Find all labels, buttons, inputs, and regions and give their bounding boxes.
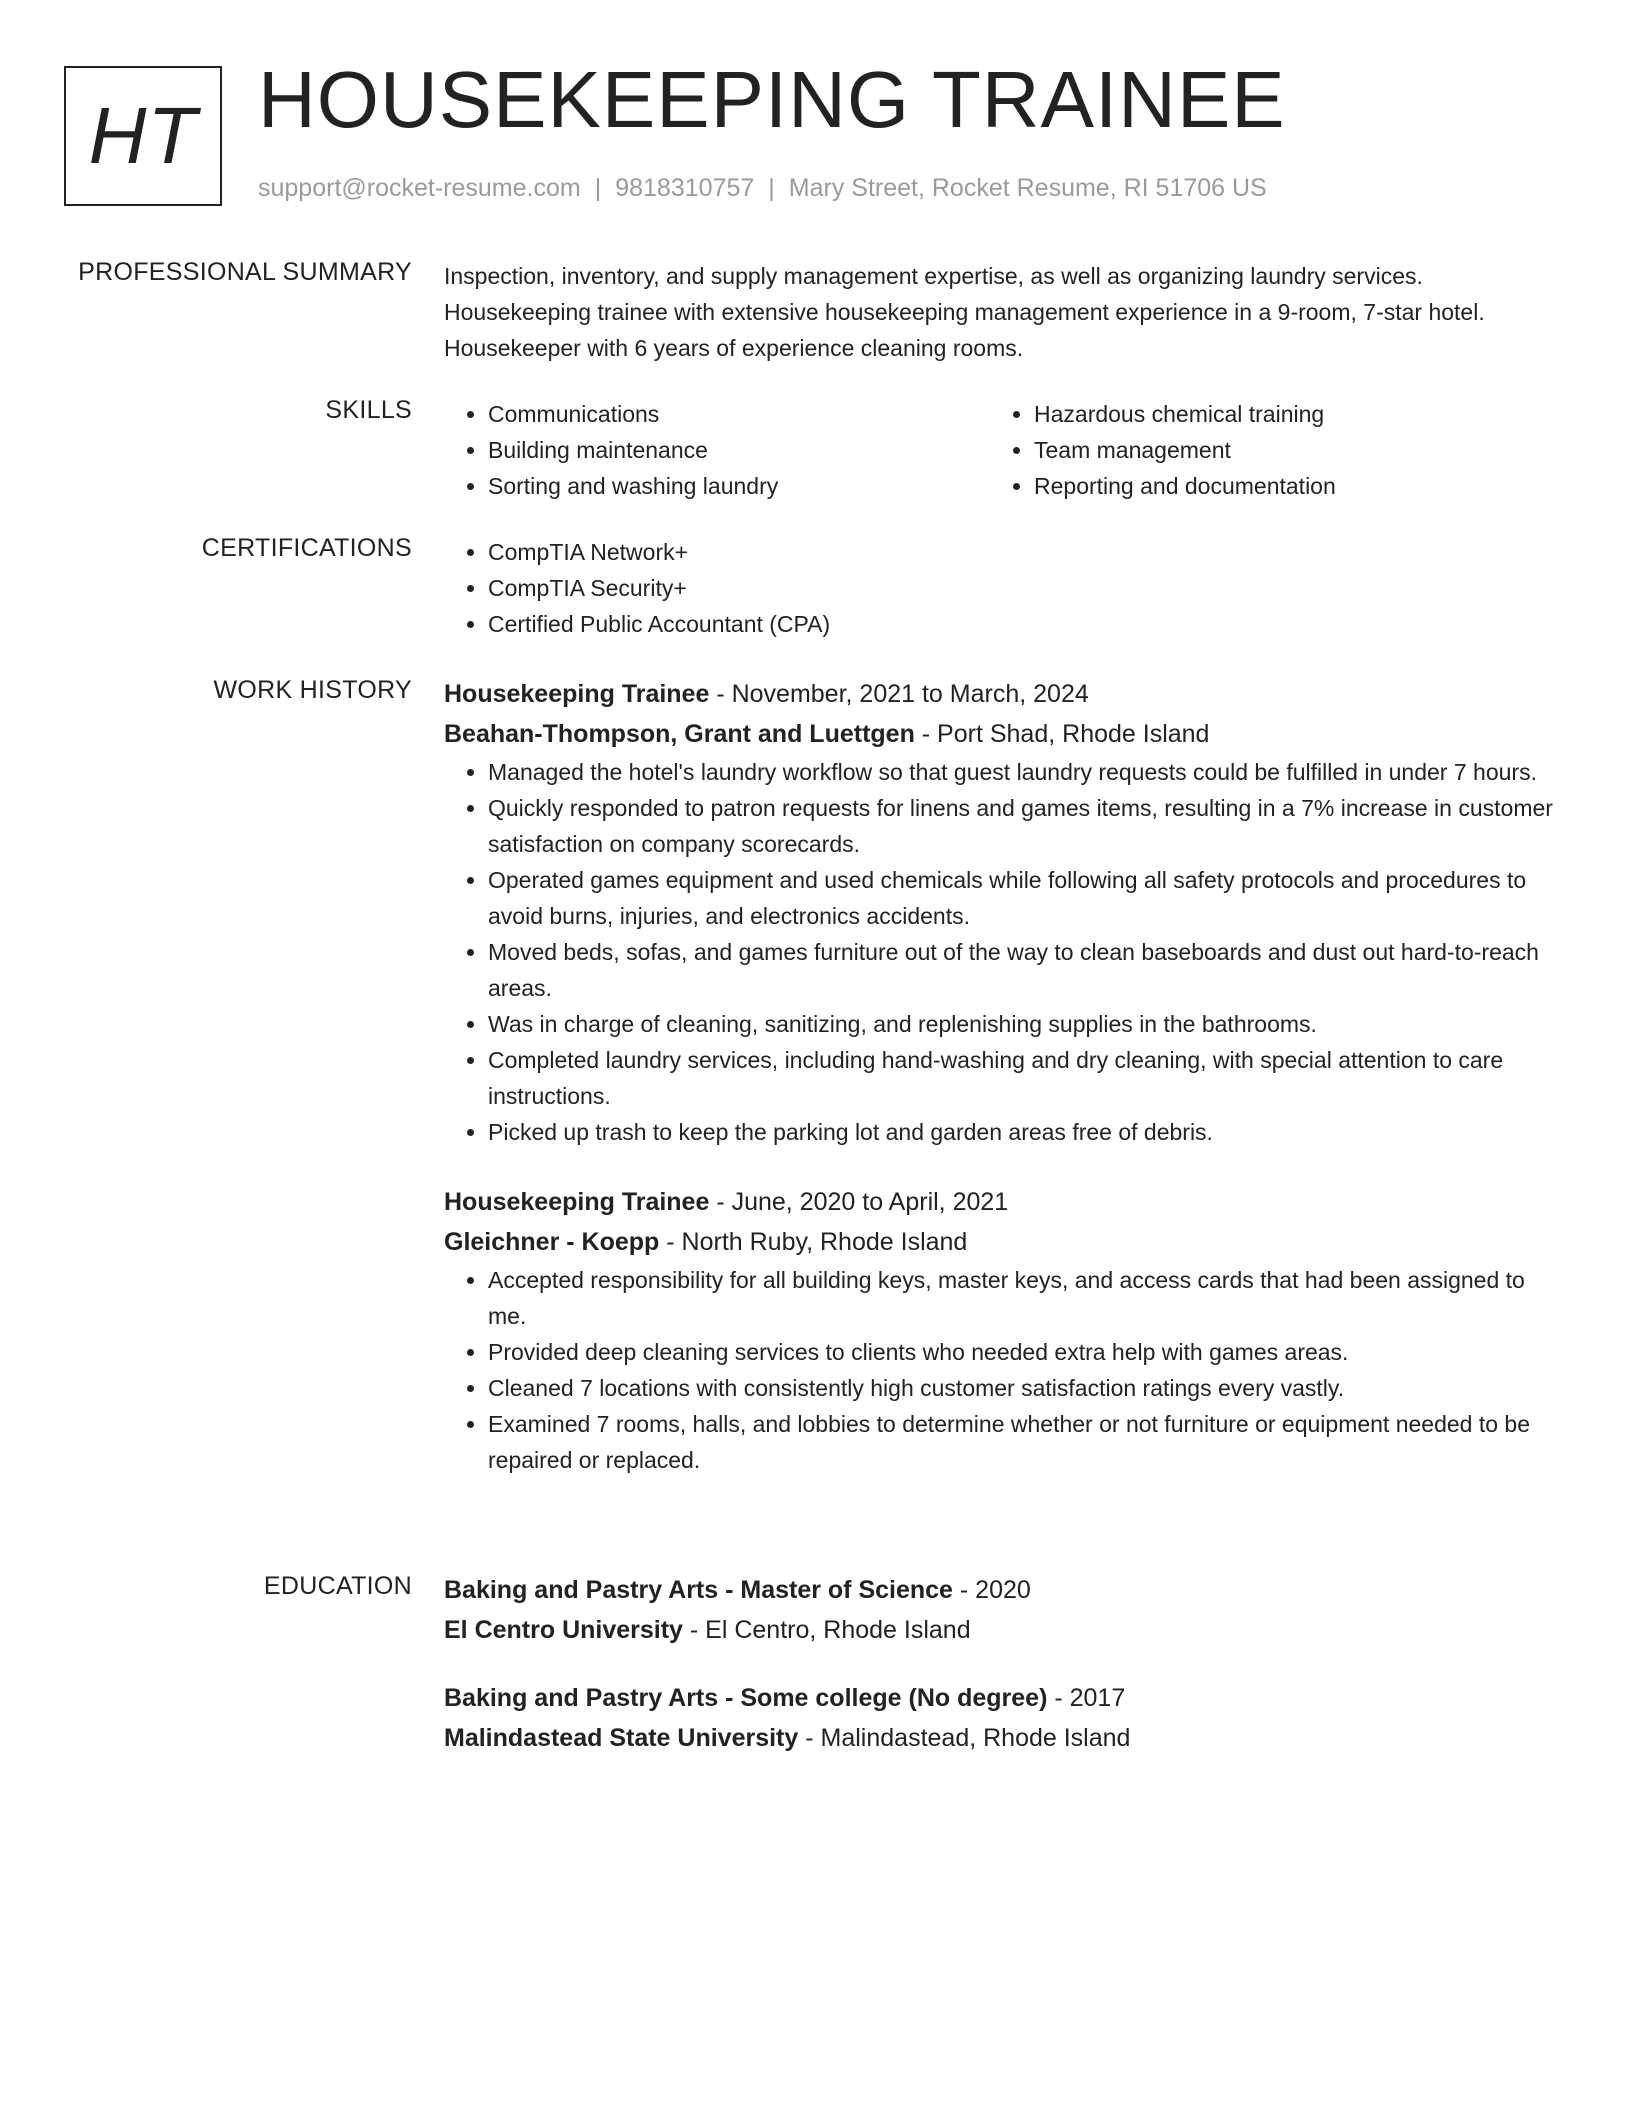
skill-item: • Hazardous chemical training <box>1034 396 1536 432</box>
education-degree-line <box>444 1570 1564 1610</box>
job-bullet: • Managed the hotel's laundry workflow so that guest laundry requests could be fulfilled in under 7 hours. <box>488 754 1564 790</box>
job-bullets <box>444 1262 1564 1478</box>
job-bullet: • Accepted responsibility for all building keys, master keys, and access cards that had been assigned to me. <box>488 1262 1564 1334</box>
monogram-initials: HT <box>88 91 198 180</box>
section-label-skills: SKILLS <box>325 396 412 424</box>
contact-email[interactable]: support@rocket-resume.com <box>258 174 581 202</box>
job-bullet: • Picked up trash to keep the parking lot and garden areas free of debris. <box>488 1114 1564 1150</box>
summary-line: Housekeeper with 6 years of experience cleaning rooms. <box>444 335 1024 361</box>
job-bullet: • Moved beds, sofas, and games furniture out of the way to clean baseboards and dust out hard-to-reach areas. <box>488 934 1564 1006</box>
job-location: - North Ruby, Rhode Island <box>659 1228 968 1256</box>
job-bullet: • Cleaned 7 locations with consistently high customer satisfaction ratings every vastly. <box>488 1370 1564 1406</box>
monogram-box <box>64 66 222 206</box>
summary-line: Housekeeping trainee with extensive housekeeping management experience in a 9-room, 7-star hotel. <box>444 299 1485 325</box>
contact-separator: | <box>768 174 775 202</box>
education-entry <box>444 1678 1564 1758</box>
skills-list-left <box>444 396 990 504</box>
education-school-line <box>444 1610 1564 1650</box>
contact-phone: 9818310757 <box>615 174 755 202</box>
certifications-body <box>444 534 1564 642</box>
job-bullet: • Operated games equipment and used chemicals while following all safety protocols and procedures to avoid burns, injuries, and electronics accidents. <box>488 862 1564 934</box>
job-title: Housekeeping Trainee <box>444 680 710 708</box>
job-company: Beahan-Thompson, Grant and Luettgen <box>444 720 915 748</box>
job-dates: - November, 2021 to March, 2024 <box>709 680 1089 708</box>
summary-text <box>444 258 1564 366</box>
education-degree: Baking and Pastry Arts - Some college (No degree) <box>444 1684 1048 1712</box>
job-bullet: • Examined 7 rooms, halls, and lobbies to determine whether or not furniture or equipment needed to be repaired or replaced. <box>488 1406 1564 1478</box>
summary-body <box>444 258 1564 366</box>
education-school: Malindastead State University <box>444 1724 799 1752</box>
education-location: - Malindastead, Rhode Island <box>798 1724 1131 1752</box>
job-bullet: • Provided deep cleaning services to clients who needed extra help with games areas. <box>488 1334 1564 1370</box>
education-degree: Baking and Pastry Arts - Master of Science <box>444 1576 953 1604</box>
education-school: El Centro University <box>444 1616 683 1644</box>
job-title-line <box>444 674 1564 714</box>
certifications-list <box>444 534 1564 642</box>
summary-line: Inspection, inventory, and supply management expertise, as well as organizing laundry services. <box>444 263 1423 289</box>
education-degree-line <box>444 1678 1564 1718</box>
skill-item: • Sorting and washing laundry <box>488 468 990 504</box>
skills-column-left <box>444 396 990 504</box>
job-entry <box>444 674 1564 1150</box>
skill-item: • Building maintenance <box>488 432 990 468</box>
job-company-line <box>444 1222 1564 1262</box>
skill-item: • Communications <box>488 396 990 432</box>
page-title: HOUSEKEEPING TRAINEE <box>258 55 1286 144</box>
job-title-line <box>444 1182 1564 1222</box>
skills-column-right <box>990 396 1536 504</box>
job-bullet: • Quickly responded to patron requests for linens and games items, resulting in a 7% increase in customer satisfaction on company scorecards. <box>488 790 1564 862</box>
job-dates: - June, 2020 to April, 2021 <box>709 1188 1009 1216</box>
certification-item: • Certified Public Accountant (CPA) <box>488 606 1564 642</box>
contact-address: Mary Street, Rocket Resume, RI 51706 US <box>788 174 1267 202</box>
section-label-work-history: WORK HISTORY <box>213 676 412 704</box>
certification-item: • CompTIA Network+ <box>488 534 1564 570</box>
skills-body <box>444 396 1564 504</box>
education-year: - 2020 <box>952 1576 1031 1604</box>
job-company-line <box>444 714 1564 754</box>
education-school-line <box>444 1718 1564 1758</box>
education-location: - El Centro, Rhode Island <box>682 1616 971 1644</box>
contact-line <box>258 174 1267 203</box>
job-title: Housekeeping Trainee <box>444 1188 710 1216</box>
skill-item: • Team management <box>1034 432 1536 468</box>
section-label-certifications: CERTIFICATIONS <box>201 534 412 562</box>
job-company: Gleichner - Koepp <box>444 1228 660 1256</box>
job-location: - Port Shad, Rhode Island <box>914 720 1210 748</box>
skill-item: • Reporting and documentation <box>1034 468 1536 504</box>
education-body <box>444 1570 1564 1758</box>
section-label-education: EDUCATION <box>263 1572 412 1600</box>
education-entry <box>444 1570 1564 1650</box>
job-bullets <box>444 754 1564 1150</box>
certification-item: • CompTIA Security+ <box>488 570 1564 606</box>
work-history-body <box>444 674 1564 1478</box>
education-year: - 2017 <box>1047 1684 1126 1712</box>
job-entry <box>444 1182 1564 1478</box>
section-label-summary: PROFESSIONAL SUMMARY <box>78 258 412 286</box>
skills-list-right <box>990 396 1536 504</box>
job-bullet: • Completed laundry services, including hand-washing and dry cleaning, with special attention to care instructions. <box>488 1042 1564 1114</box>
job-bullet: • Was in charge of cleaning, sanitizing, and replenishing supplies in the bathrooms. <box>488 1006 1564 1042</box>
contact-separator: | <box>594 174 602 202</box>
